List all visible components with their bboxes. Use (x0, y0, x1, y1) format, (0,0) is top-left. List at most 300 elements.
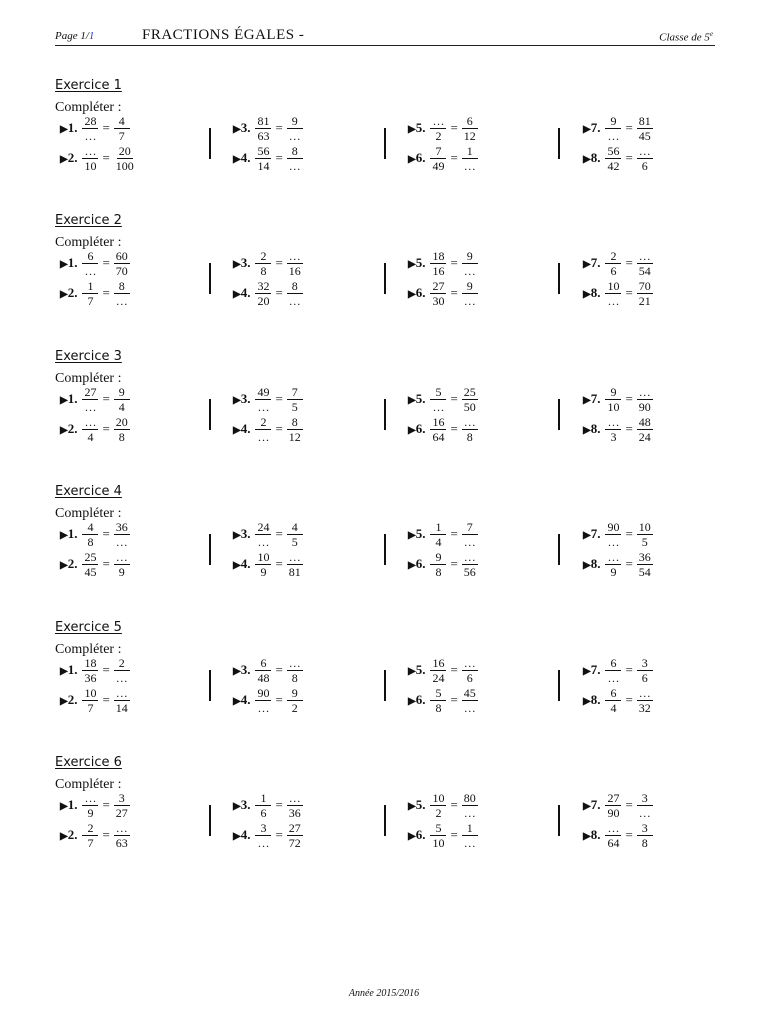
fraction (605, 822, 621, 849)
item-number (60, 692, 77, 708)
numerator: 9 (430, 551, 446, 565)
denominator: … (463, 700, 476, 715)
numerator: 48 (638, 414, 651, 429)
item-label: 5. (415, 797, 426, 812)
fraction (637, 521, 653, 548)
denominator: 63 (115, 835, 128, 850)
denominator: 64 (607, 835, 620, 850)
fraction (462, 416, 478, 443)
fraction (82, 145, 98, 172)
item-label: 8. (590, 421, 601, 436)
denominator: 16 (288, 263, 301, 278)
numerator: 10 (257, 549, 270, 564)
fraction (287, 145, 303, 172)
equals-sign: = (450, 526, 458, 541)
exercise-5 (0, 620, 768, 740)
item-number (60, 662, 77, 678)
triangle-bullet-icon: ▶ (408, 831, 416, 842)
numerator: … (638, 685, 651, 700)
fraction (637, 386, 653, 413)
item-number (233, 662, 250, 678)
exercise-item (583, 143, 654, 173)
exercise-title: Exercice 3 (55, 349, 122, 364)
exercise-item (233, 519, 304, 549)
exercise-item (60, 143, 137, 173)
fraction (605, 521, 621, 548)
denominator: 21 (638, 293, 651, 308)
item-number (408, 556, 425, 572)
page-link[interactable]: 1 (88, 30, 95, 42)
exercise-item (583, 549, 654, 579)
item-label: 6. (415, 150, 426, 165)
exercise-6 (0, 755, 768, 875)
denominator: 6 (641, 670, 648, 685)
denominator: 70 (115, 263, 128, 278)
exercise-item (408, 143, 479, 173)
item-label: 3. (240, 120, 251, 135)
denominator: 8 (118, 429, 125, 444)
fraction (82, 822, 98, 849)
item-number (60, 556, 77, 572)
item-label: 4. (240, 692, 251, 707)
fraction (430, 416, 446, 443)
item-label: 4. (240, 150, 251, 165)
denominator: … (257, 399, 270, 414)
triangle-bullet-icon: ▶ (60, 289, 68, 300)
triangle-bullet-icon: ▶ (233, 831, 241, 842)
numerator: 27 (288, 820, 301, 835)
fraction (287, 416, 303, 443)
item-label: 3. (240, 526, 251, 541)
numerator: 81 (257, 113, 270, 128)
triangle-bullet-icon: ▶ (60, 560, 68, 571)
equals-sign: = (275, 526, 283, 541)
fraction (82, 416, 98, 443)
denominator: 6 (260, 805, 267, 820)
item-label: 7. (590, 255, 601, 270)
denominator: 42 (607, 158, 620, 173)
column-divider (558, 128, 560, 159)
exercise-item (60, 113, 131, 143)
denominator: 56 (463, 564, 476, 579)
equals-sign: = (625, 391, 633, 406)
item-label: 8. (590, 556, 601, 571)
triangle-bullet-icon: ▶ (233, 154, 241, 165)
denominator: 90 (607, 805, 620, 820)
equals-sign: = (450, 255, 458, 270)
fraction (637, 115, 653, 142)
denominator: 6 (610, 263, 617, 278)
denominator: 10 (84, 158, 97, 173)
denominator: 7 (118, 128, 125, 143)
numerator: 6 (605, 687, 621, 701)
numerator: 27 (432, 278, 445, 293)
denominator: 24 (432, 670, 445, 685)
triangle-bullet-icon: ▶ (583, 154, 591, 165)
denominator: 12 (288, 429, 301, 444)
denominator: 50 (463, 399, 476, 414)
column-divider (209, 128, 211, 159)
triangle-bullet-icon: ▶ (408, 530, 416, 541)
fraction (82, 115, 98, 142)
numerator: 9 (287, 115, 303, 129)
column-divider (558, 534, 560, 565)
fraction (430, 145, 446, 172)
exercise-item (408, 549, 479, 579)
item-label: 2. (67, 421, 78, 436)
column-divider (209, 805, 211, 836)
item-number (60, 421, 77, 437)
fraction (287, 822, 303, 849)
numerator: 9 (287, 687, 303, 701)
denominator: 90 (638, 399, 651, 414)
fraction (605, 386, 621, 413)
numerator: … (607, 549, 620, 564)
triangle-bullet-icon: ▶ (408, 395, 416, 406)
column-divider (209, 534, 211, 565)
triangle-bullet-icon: ▶ (408, 259, 416, 270)
exercise-item (233, 655, 304, 685)
item-label: 8. (590, 150, 601, 165)
numerator: 56 (607, 143, 620, 158)
equals-sign: = (102, 797, 110, 812)
triangle-bullet-icon: ▶ (408, 801, 416, 812)
numerator: 3 (114, 792, 130, 806)
fraction (287, 521, 303, 548)
equals-sign: = (450, 797, 458, 812)
fraction (82, 250, 98, 277)
fraction (287, 657, 303, 684)
equals-sign: = (102, 120, 110, 135)
fraction (637, 280, 653, 307)
triangle-bullet-icon: ▶ (233, 666, 241, 677)
numerator: 10 (607, 278, 620, 293)
fraction (82, 551, 98, 578)
exercise-item (60, 685, 131, 715)
numerator: … (288, 655, 301, 670)
numerator: 8 (114, 280, 130, 294)
numerator: 6 (462, 115, 478, 129)
exercise-instruction: Compléter : (55, 642, 122, 657)
denominator: 48 (257, 670, 270, 685)
page-footer: Année 2015/2016 (348, 988, 420, 999)
denominator: 8 (435, 700, 442, 715)
triangle-bullet-icon: ▶ (408, 425, 416, 436)
numerator: … (288, 248, 301, 263)
equals-sign: = (275, 827, 283, 842)
numerator: … (463, 655, 476, 670)
numerator: 8 (287, 416, 303, 430)
item-number (60, 120, 77, 136)
column-divider (558, 399, 560, 430)
item-label: 1. (67, 120, 78, 135)
numerator: 7 (462, 521, 478, 535)
numerator: 20 (118, 143, 131, 158)
item-number (60, 255, 77, 271)
numerator: 10 (432, 790, 445, 805)
numerator: 36 (115, 519, 128, 534)
triangle-bullet-icon: ▶ (408, 124, 416, 135)
item-number (583, 662, 600, 678)
exercise-item (408, 113, 479, 143)
item-number (583, 285, 600, 301)
fraction (82, 386, 98, 413)
item-number (583, 827, 600, 843)
fraction (255, 551, 271, 578)
equals-sign: = (275, 120, 283, 135)
triangle-bullet-icon: ▶ (583, 666, 591, 677)
item-number (408, 692, 425, 708)
denominator: 45 (84, 564, 97, 579)
denominator: 2 (291, 700, 298, 715)
equals-sign: = (450, 391, 458, 406)
fraction (255, 792, 271, 819)
denominator: 7 (87, 700, 94, 715)
exercise-title: Exercice 1 (55, 78, 122, 93)
fraction (637, 822, 653, 849)
triangle-bullet-icon: ▶ (583, 696, 591, 707)
item-number (583, 556, 600, 572)
item-label: 8. (590, 827, 601, 842)
fraction (605, 416, 621, 443)
denominator: 14 (257, 158, 270, 173)
exercise-item (233, 549, 304, 579)
numerator: … (463, 414, 476, 429)
fraction (114, 687, 130, 714)
numerator: 10 (638, 519, 651, 534)
denominator: 8 (466, 429, 473, 444)
equals-sign: = (450, 662, 458, 677)
fraction (255, 416, 271, 443)
numerator: 70 (638, 278, 651, 293)
triangle-bullet-icon: ▶ (60, 124, 68, 135)
exercise-item (408, 519, 479, 549)
numerator: 80 (463, 790, 476, 805)
denominator: 30 (432, 293, 445, 308)
item-label: 2. (67, 150, 78, 165)
exercise-instruction: Compléter : (55, 506, 122, 521)
fraction (255, 687, 271, 714)
exercise-item (583, 519, 654, 549)
fraction (430, 521, 446, 548)
item-label: 2. (67, 692, 78, 707)
item-label: 2. (67, 556, 78, 571)
denominator: 2 (435, 128, 442, 143)
fraction (82, 792, 98, 819)
denominator: … (84, 128, 97, 143)
denominator: 100 (115, 158, 134, 173)
fraction (430, 250, 446, 277)
exercise-item (233, 248, 304, 278)
triangle-bullet-icon: ▶ (583, 801, 591, 812)
item-number (408, 255, 425, 271)
denominator: 7 (87, 835, 94, 850)
fraction (605, 250, 621, 277)
exercise-item (583, 248, 654, 278)
denominator: 54 (638, 564, 651, 579)
fraction (255, 250, 271, 277)
numerator: 18 (432, 248, 445, 263)
numerator: 2 (255, 416, 271, 430)
equals-sign: = (275, 391, 283, 406)
numerator: 2 (605, 250, 621, 264)
triangle-bullet-icon: ▶ (233, 425, 241, 436)
numerator: 7 (430, 145, 446, 159)
fraction (462, 115, 478, 142)
fraction (82, 657, 98, 684)
exercise-title: Exercice 2 (55, 213, 122, 228)
numerator: 1 (82, 280, 98, 294)
denominator: 24 (638, 429, 651, 444)
fraction (255, 521, 271, 548)
denominator: … (257, 429, 270, 444)
denominator: … (463, 158, 476, 173)
numerator: 8 (287, 280, 303, 294)
item-number (233, 120, 250, 136)
equals-sign: = (450, 827, 458, 842)
exercise-2 (0, 213, 768, 333)
fraction (255, 822, 271, 849)
exercise-item (60, 790, 131, 820)
triangle-bullet-icon: ▶ (583, 831, 591, 842)
exercise-item (60, 655, 131, 685)
numerator: … (115, 685, 128, 700)
denominator: 9 (260, 564, 267, 579)
fraction (605, 115, 621, 142)
denominator: 10 (432, 835, 445, 850)
exercise-item (408, 414, 479, 444)
item-number (583, 692, 600, 708)
fraction (637, 657, 653, 684)
exercise-instruction: Compléter : (55, 777, 122, 792)
numerator: 2 (114, 657, 130, 671)
item-number (583, 797, 600, 813)
exercise-item (408, 685, 479, 715)
equals-sign: = (102, 421, 110, 436)
numerator: 60 (115, 248, 128, 263)
item-number (408, 797, 425, 813)
item-label: 7. (590, 120, 601, 135)
denominator: 9 (87, 805, 94, 820)
exercise-item (233, 685, 304, 715)
fraction (430, 386, 446, 413)
denominator: 4 (118, 399, 125, 414)
fraction (462, 822, 478, 849)
triangle-bullet-icon: ▶ (233, 395, 241, 406)
item-number (233, 556, 250, 572)
denominator: 12 (463, 128, 476, 143)
column-divider (558, 263, 560, 294)
denominator: 14 (115, 700, 128, 715)
item-number (60, 827, 77, 843)
denominator: 81 (288, 564, 301, 579)
item-label: 4. (240, 827, 251, 842)
denominator: 2 (435, 805, 442, 820)
item-label: 6. (415, 556, 426, 571)
triangle-bullet-icon: ▶ (583, 124, 591, 135)
exercise-1 (0, 78, 768, 198)
equals-sign: = (275, 662, 283, 677)
denominator: … (288, 158, 301, 173)
item-label: 7. (590, 797, 601, 812)
denominator: 8 (260, 263, 267, 278)
fraction (82, 280, 98, 307)
numerator: 27 (607, 790, 620, 805)
exercise-item (60, 248, 131, 278)
fraction (287, 792, 303, 819)
item-label: 2. (67, 285, 78, 300)
denominator: … (288, 128, 301, 143)
numerator: 16 (432, 655, 445, 670)
numerator: 3 (637, 792, 653, 806)
exercise-item (60, 519, 131, 549)
fraction (462, 551, 478, 578)
equals-sign: = (450, 120, 458, 135)
item-label: 6. (415, 421, 426, 436)
numerator: … (463, 549, 476, 564)
equals-sign: = (625, 662, 633, 677)
equals-sign: = (102, 526, 110, 541)
equals-sign: = (625, 797, 633, 812)
denominator: 7 (87, 293, 94, 308)
item-label: 4. (240, 285, 251, 300)
numerator: 4 (114, 115, 130, 129)
exercise-3 (0, 349, 768, 469)
numerator: 5 (430, 822, 446, 836)
numerator: 25 (463, 384, 476, 399)
item-label: 1. (67, 662, 78, 677)
numerator: 9 (462, 280, 478, 294)
fraction (605, 687, 621, 714)
denominator: … (257, 534, 270, 549)
item-label: 1. (67, 255, 78, 270)
denominator: … (257, 700, 270, 715)
exercise-item (408, 655, 479, 685)
equals-sign: = (625, 692, 633, 707)
numerator: 81 (638, 113, 651, 128)
item-number (583, 526, 600, 542)
numerator: 16 (432, 414, 445, 429)
equals-sign: = (275, 692, 283, 707)
column-divider (384, 534, 386, 565)
exercise-item (583, 820, 654, 850)
fraction (114, 386, 130, 413)
item-label: 5. (415, 120, 426, 135)
column-divider (384, 263, 386, 294)
denominator: … (463, 293, 476, 308)
item-number (408, 662, 425, 678)
fraction (82, 687, 98, 714)
fraction (114, 250, 130, 277)
equals-sign: = (450, 556, 458, 571)
denominator: … (463, 835, 476, 850)
fraction (637, 551, 653, 578)
triangle-bullet-icon: ▶ (60, 530, 68, 541)
triangle-bullet-icon: ▶ (408, 154, 416, 165)
column-divider (384, 805, 386, 836)
item-number (60, 391, 77, 407)
equals-sign: = (275, 556, 283, 571)
fraction (287, 551, 303, 578)
item-number (60, 526, 77, 542)
item-number (583, 255, 600, 271)
item-number (233, 150, 250, 166)
fraction (462, 521, 478, 548)
item-label: 2. (67, 827, 78, 842)
fraction (255, 386, 271, 413)
fraction (605, 792, 621, 819)
numerator: … (638, 248, 651, 263)
